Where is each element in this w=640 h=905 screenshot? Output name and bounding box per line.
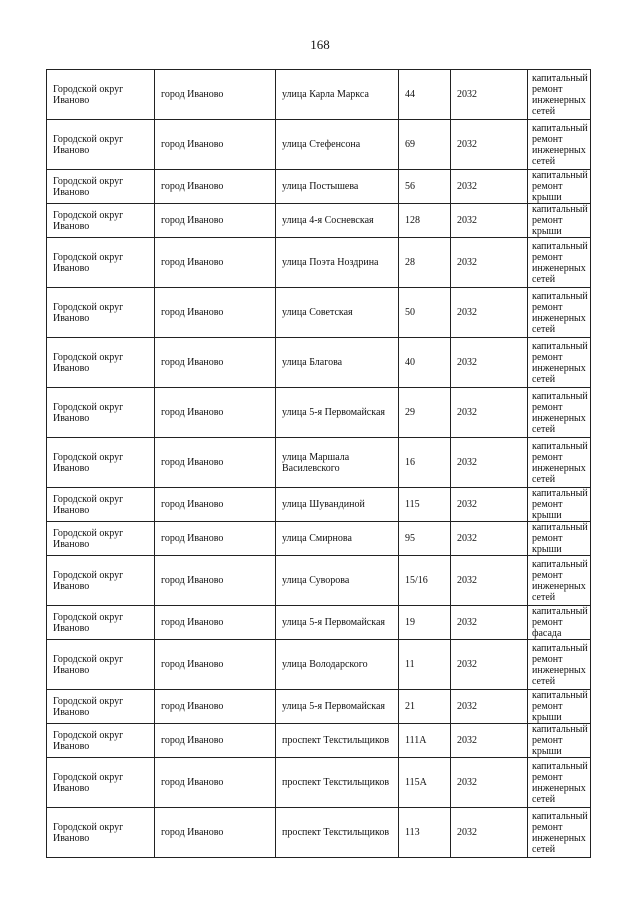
district-cell: Городской округ Иваново	[47, 170, 155, 204]
city-cell: город Иваново	[155, 606, 276, 640]
year-cell: 2032	[451, 606, 528, 640]
repair-schedule-table	[46, 69, 591, 858]
city-cell: город Иваново	[155, 170, 276, 204]
house-number-cell: 11	[399, 640, 451, 690]
city-cell: город Иваново	[155, 488, 276, 522]
table-row	[47, 606, 591, 640]
district-cell: Городской округ Иваново	[47, 70, 155, 120]
year-cell: 2032	[451, 522, 528, 556]
district-cell: Городской округ Иваново	[47, 522, 155, 556]
district-cell: Городской округ Иваново	[47, 556, 155, 606]
city-cell: город Иваново	[155, 388, 276, 438]
year-cell: 2032	[451, 238, 528, 288]
city-cell: город Иваново	[155, 556, 276, 606]
work-type-cell: капитальный ремонт крыши	[528, 170, 591, 204]
work-type-cell: капитальный ремонт инженерных сетей	[528, 438, 591, 488]
house-number-cell: 50	[399, 288, 451, 338]
year-cell: 2032	[451, 438, 528, 488]
table-body	[47, 70, 591, 858]
house-number-cell: 15/16	[399, 556, 451, 606]
city-cell: город Иваново	[155, 522, 276, 556]
street-cell: улица Смирнова	[276, 522, 399, 556]
street-cell: улица 5-я Первомайская	[276, 690, 399, 724]
year-cell: 2032	[451, 388, 528, 438]
table-row	[47, 556, 591, 606]
table-row	[47, 724, 591, 758]
street-cell: улица Маршала Василевского	[276, 438, 399, 488]
street-cell: улица Стефенсона	[276, 120, 399, 170]
work-type-cell: капитальный ремонт инженерных сетей	[528, 70, 591, 120]
district-cell: Городской округ Иваново	[47, 640, 155, 690]
work-type-cell: капитальный ремонт крыши	[528, 690, 591, 724]
district-cell: Городской округ Иваново	[47, 120, 155, 170]
street-cell: проспект Текстильщиков	[276, 724, 399, 758]
city-cell: город Иваново	[155, 808, 276, 858]
street-cell: проспект Текстильщиков	[276, 758, 399, 808]
work-type-cell: капитальный ремонт инженерных сетей	[528, 338, 591, 388]
street-cell: улица 5-я Первомайская	[276, 606, 399, 640]
table-row	[47, 758, 591, 808]
table-row	[47, 120, 591, 170]
house-number-cell: 95	[399, 522, 451, 556]
year-cell: 2032	[451, 758, 528, 808]
work-type-cell: капитальный ремонт фасада	[528, 606, 591, 640]
work-type-cell: капитальный ремонт инженерных сетей	[528, 808, 591, 858]
house-number-cell: 21	[399, 690, 451, 724]
table-row	[47, 388, 591, 438]
city-cell: город Иваново	[155, 640, 276, 690]
city-cell: город Иваново	[155, 724, 276, 758]
year-cell: 2032	[451, 70, 528, 120]
house-number-cell: 19	[399, 606, 451, 640]
work-type-cell: капитальный ремонт крыши	[528, 488, 591, 522]
year-cell: 2032	[451, 204, 528, 238]
year-cell: 2032	[451, 170, 528, 204]
year-cell: 2032	[451, 488, 528, 522]
work-type-cell: капитальный ремонт инженерных сетей	[528, 288, 591, 338]
district-cell: Городской округ Иваново	[47, 758, 155, 808]
table-row	[47, 640, 591, 690]
table-row	[47, 522, 591, 556]
city-cell: город Иваново	[155, 288, 276, 338]
table-row	[47, 438, 591, 488]
house-number-cell: 40	[399, 338, 451, 388]
table-row	[47, 488, 591, 522]
table-row	[47, 288, 591, 338]
city-cell: город Иваново	[155, 70, 276, 120]
city-cell: город Иваново	[155, 338, 276, 388]
street-cell: улица Карла Маркса	[276, 70, 399, 120]
street-cell: улица Суворова	[276, 556, 399, 606]
table-row	[47, 338, 591, 388]
district-cell: Городской округ Иваново	[47, 606, 155, 640]
city-cell: город Иваново	[155, 438, 276, 488]
district-cell: Городской округ Иваново	[47, 204, 155, 238]
district-cell: Городской округ Иваново	[47, 724, 155, 758]
table-row	[47, 70, 591, 120]
house-number-cell: 28	[399, 238, 451, 288]
city-cell: город Иваново	[155, 758, 276, 808]
house-number-cell: 115	[399, 488, 451, 522]
work-type-cell: капитальный ремонт крыши	[528, 204, 591, 238]
house-number-cell: 128	[399, 204, 451, 238]
district-cell: Городской округ Иваново	[47, 438, 155, 488]
table-row	[47, 238, 591, 288]
house-number-cell: 16	[399, 438, 451, 488]
work-type-cell: капитальный ремонт крыши	[528, 724, 591, 758]
street-cell: улица 5-я Первомайская	[276, 388, 399, 438]
house-number-cell: 29	[399, 388, 451, 438]
year-cell: 2032	[451, 690, 528, 724]
work-type-cell: капитальный ремонт инженерных сетей	[528, 640, 591, 690]
year-cell: 2032	[451, 120, 528, 170]
street-cell: улица Володарского	[276, 640, 399, 690]
street-cell: улица 4-я Сосневская	[276, 204, 399, 238]
city-cell: город Иваново	[155, 120, 276, 170]
street-cell: улица Советская	[276, 288, 399, 338]
house-number-cell: 111А	[399, 724, 451, 758]
year-cell: 2032	[451, 556, 528, 606]
year-cell: 2032	[451, 640, 528, 690]
year-cell: 2032	[451, 808, 528, 858]
street-cell: проспект Текстильщиков	[276, 808, 399, 858]
house-number-cell: 44	[399, 70, 451, 120]
house-number-cell: 69	[399, 120, 451, 170]
work-type-cell: капитальный ремонт инженерных сетей	[528, 120, 591, 170]
city-cell: город Иваново	[155, 690, 276, 724]
district-cell: Городской округ Иваново	[47, 338, 155, 388]
street-cell: улица Поэта Ноздрина	[276, 238, 399, 288]
year-cell: 2032	[451, 338, 528, 388]
street-cell: улица Благова	[276, 338, 399, 388]
district-cell: Городской округ Иваново	[47, 388, 155, 438]
district-cell: Городской округ Иваново	[47, 238, 155, 288]
page-number: 168	[310, 37, 330, 52]
table-row	[47, 690, 591, 724]
year-cell: 2032	[451, 288, 528, 338]
city-cell: город Иваново	[155, 204, 276, 238]
house-number-cell: 113	[399, 808, 451, 858]
work-type-cell: капитальный ремонт инженерных сетей	[528, 238, 591, 288]
district-cell: Городской округ Иваново	[47, 488, 155, 522]
district-cell: Городской округ Иваново	[47, 690, 155, 724]
house-number-cell: 56	[399, 170, 451, 204]
work-type-cell: капитальный ремонт инженерных сетей	[528, 758, 591, 808]
house-number-cell: 115А	[399, 758, 451, 808]
work-type-cell: капитальный ремонт инженерных сетей	[528, 556, 591, 606]
street-cell: улица Постышева	[276, 170, 399, 204]
city-cell: город Иваново	[155, 238, 276, 288]
district-cell: Городской округ Иваново	[47, 288, 155, 338]
table-row	[47, 808, 591, 858]
street-cell: улица Шувандиной	[276, 488, 399, 522]
table-row	[47, 170, 591, 204]
year-cell: 2032	[451, 724, 528, 758]
table-row	[47, 204, 591, 238]
work-type-cell: капитальный ремонт крыши	[528, 522, 591, 556]
district-cell: Городской округ Иваново	[47, 808, 155, 858]
work-type-cell: капитальный ремонт инженерных сетей	[528, 388, 591, 438]
